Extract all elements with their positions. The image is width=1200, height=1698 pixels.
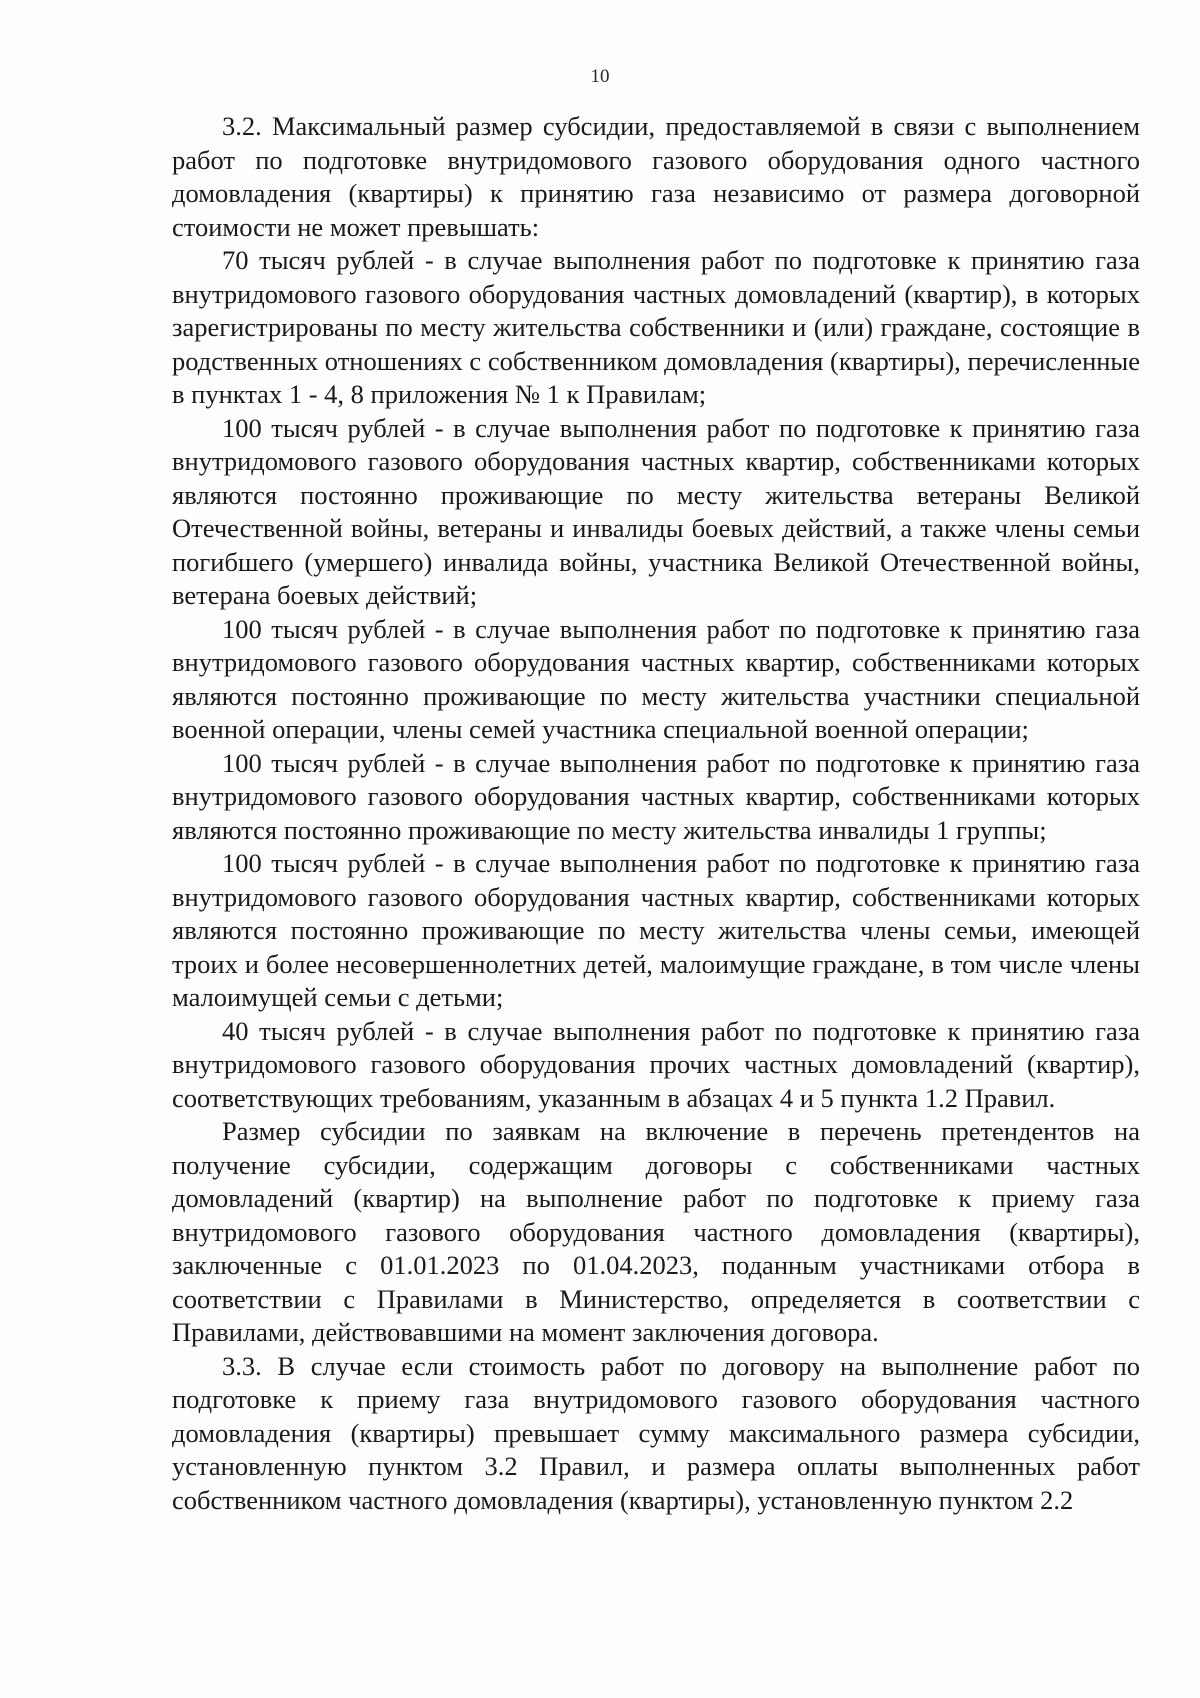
- paragraph-100k-large-families: 100 тысяч рублей - в случае выполнения работ по подготовке к принятию газа внутридомового газового оборудования частных квартир, собственниками которых являются постоянно проживающие по месту жительства члены семьи, имеющей троих и более несовершеннолетних детей, малоимущие граждане, в том числе члены малоимущей семьи с детьми;: [172, 848, 1140, 1012]
- paragraph-70k: 70 тысяч рублей - в случае выполнения работ по подготовке к принятию газа внутридомового газового оборудования частных домовладений (квартир), в которых зарегистрированы по месту жительства собственники и (или) граждане, состоящие в родственных отношениях с собственником домовладения (квартиры), перечисленные в пунктах 1 - 4, 8 приложения № 1 к Правилам;: [172, 245, 1140, 409]
- paragraph-3-3: 3.3. В случае если стоимость работ по договору на выполнение работ по подготовке к приему газа внутридомового газового оборудования частного домовладения (квартиры) превышает сумму максимального размера субсидии, установленную пунктом 3.2 Правил, и размера оплаты выполненных работ собственником частного домовладения (квартиры), установленную пунктом 2.2: [172, 1350, 1140, 1515]
- paragraph-100k-disabled: 100 тысяч рублей - в случае выполнения работ по подготовке к принятию газа внутридомового газового оборудования частных квартир, собственниками которых являются постоянно проживающие по месту жительства инвалиды 1 группы;: [172, 747, 1140, 845]
- paragraph-100k-svo: 100 тысяч рублей - в случае выполнения работ по подготовке к принятию газа внутридомового газового оборудования частных квартир, собственниками которых являются постоянно проживающие по месту жительства участники специальной военной операции, члены семей участника специальной военной операции;: [172, 613, 1140, 744]
- paragraph-3-2: 3.2. Максимальный размер субсидии, предоставляемой в связи с выполнением работ по подготовке внутридомового газового оборудования одного частного домовладения (квартиры) к принятию газа независимо от размера договорной стоимости не может превышать:: [172, 111, 1140, 242]
- paragraph-40k: 40 тысяч рублей - в случае выполнения работ по подготовке к принятию газа внутридомового газового оборудования прочих частных домовладений (квартир), соответствующих требованиям, указанным в абзацах 4 и 5 пункта 1.2 Правил.: [172, 1015, 1140, 1113]
- paragraph-subsidy-size: Размер субсидии по заявкам на включение в перечень претендентов на получение субсидии, содержащим договоры с собственниками частных домовладений (квартир) на выполнение работ по подготовке к приему газа внутридомового газового оборудования частного домовладения (квартиры), заключенные с 01.01.2023 по 01.04.2023, поданным участниками отбора в соответствии с Правилами в Министерство, определяется в соответствии с Правилами, действовавшими на момент заключения договора.: [172, 1116, 1140, 1347]
- paragraph-100k-veterans: 100 тысяч рублей - в случае выполнения работ по подготовке к принятию газа внутридомового газового оборудования частных квартир, собственниками которых являются постоянно проживающие по месту жительства ветераны Великой Отечественной войны, ветераны и инвалиды боевых действий, а также члены семьи погибшего (умершего) инвалида войны, участника Великой Отечественной войны, ветерана боевых действий;: [172, 412, 1140, 610]
- document-body: [172, 110, 1140, 1517]
- page-number: 10: [590, 66, 610, 87]
